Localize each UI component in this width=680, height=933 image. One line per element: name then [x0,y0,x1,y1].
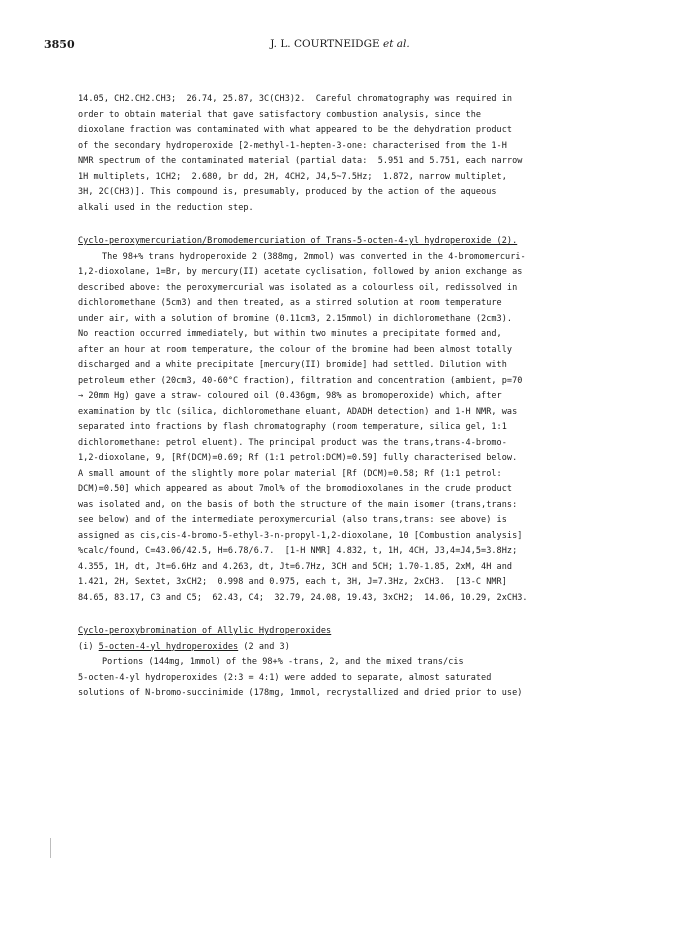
text-line: 14.05, CH2.CH2.CH3; 26.74, 25.87, 3C(CH3)2. Careful chromatography was required in [78,94,513,104]
text-line: 1.421, 2H, Sextet, 3xCH2; 0.998 and 0.975, each t, 3H, J=7.3Hz, 2xCH3. [13-C NMR] [78,577,507,587]
text-line: 3H, 2C(CH3)]. This compound is, presumably, produced by the action of the aqueous [78,187,497,197]
subsection-title: 5-octen-4-yl hydroperoxides [98,641,239,652]
text-line: 5-octen-4-yl hydroperoxides (2:3 = 4:1) were added to separate, almost saturated [78,672,492,683]
text-line: Portions (144mg, 1mmol) of the 98+% -trans, 2, and the mixed trans/cis [102,657,464,667]
author-names: J. L. COURTNEIDGE [270,38,380,50]
text-line: 1H multiplets, 1CH2; 2.680, br dd, 2H, 4CH2, J4,5~7.5Hz; 1.872, narrow multiplet, [78,171,507,182]
scan-margin-mark [50,838,51,858]
text-line: 84.65, 83.17, C3 and C5; 62.43, C4; 32.79, 24.08, 19.43, 3xCH2; 14.06, 10.29, 2xCH3. [78,592,528,603]
text-line: examination by tlc (silica, dichloromethane eluant, ADADH detection) and 1-H NMR, was [78,406,518,417]
text-line: dichloromethane: petrol eluent). The principal product was the trans,trans-4-bromo- [78,437,507,448]
text-line: separated into fractions by flash chromatography (room temperature, silica gel, 1:1 [78,422,507,432]
text-line: %calc/found, C=43.06/42.5, H=6.78/6.7. [1-H NMR] 4.832, t, 1H, 4CH, J3,4=J4,5=3.8Hz; [78,546,518,556]
text-line: solutions of N-bromo-succinimide (178mg, 1mmol, recrystallized and dried prior to use) [78,688,523,698]
text-line: discharged and a white precipitate [mercury(II) bromide] had settled. Dilution with [78,360,507,370]
text-line: NMR spectrum of the contaminated material (partial data: 5.951 and 5.751, each narrow [78,156,523,166]
subsection-tail: (2 and 3) [238,641,290,652]
text-line: see below) and of the intermediate peroxymercurial (also trans,trans: see above) is [78,515,507,525]
section-peroxymercuriation [78,234,608,606]
text-line: petroleum ether (20cm3, 40-60°C fraction), filtration and concentration (ambient, p=70 [78,375,523,386]
text-line: The 98+% trans hydroperoxide 2 (388mg, 2mmol) was converted in the 4-bromomercuri- [102,251,526,262]
text-line: dichloromethane (5cm3) and then treated, as a stirred solution at room temperature [78,298,502,308]
text-line: alkali used in the reduction step. [78,202,254,213]
text-line: dioxolane fraction was contaminated with what appeared to be the dehydration product [78,125,513,135]
text-line: No reaction occurred immediately, but within two minutes a precipitate formed and, [78,329,502,339]
text-line: 1,2-dioxolane, 1=Br, by mercury(II) acetate cyclisation, followed by anion exchange as [78,267,523,277]
section-heading: Cyclo-peroxymercuriation/Bromodemercuriation of Trans-5-octen-4-yl hydroperoxide (2). [78,236,518,246]
text-line: 1,2-dioxolane, 9, [Rf(DCM)=0.69; Rf (1:1 petrol:DCM)=0.59] fully characterised below. [78,453,518,463]
text-line: DCM)=0.50] which appeared as about 7mol% of the bromodioxolanes in the crude product [78,484,513,494]
text-line: 4.355, 1H, dt, Jt=6.6Hz and 4.263, dt, Jt=6.7Hz, 3CH and 5CH; 1.70-1.85, 2xM, 4H and [78,561,513,572]
text-line: after an hour at room temperature, the colour of the bromine had been almost totally [78,344,513,355]
text-line: under air, with a solution of bromine (0.11cm3, 2.15mmol) in dichloromethane (2cm3). [78,313,513,324]
text-line: described above: the peroxymercurial was isolated as a colourless oil, redissolved in [78,282,518,293]
text-line: order to obtain material that gave satisfactory combustion analysis, since the [78,109,482,120]
text-line: was isolated and, on the basis of both the structure of the main isomer (trans,trans: [78,499,518,510]
subsection-heading [78,640,608,656]
running-header [0,38,680,50]
subsection-label: (i) [78,641,99,652]
text-line: assigned as cis,cis-4-bromo-5-ethyl-3-n-propyl-1,2-dioxolane, 10 [Combustion analysis] [78,530,523,541]
text-line: of the secondary hydroperoxide [2-methyl-1-hepten-3-one: characterised from the 1-H [78,140,507,151]
section-peroxybromination [78,624,608,702]
section-heading: Cyclo-peroxybromination of Allylic Hydroperoxides [78,626,332,636]
et-al: et al. [383,38,410,50]
page-number: 3850 [44,38,75,51]
text-line: A small amount of the slightly more polar material [Rf (DCM)=0.58; Rf (1:1 petrol: [78,468,502,479]
paragraph-continued [78,92,608,216]
text-line: → 20mm Hg) gave a straw- coloured oil (0.436gm, 98% as bromoperoxide) which, after [78,391,502,401]
page-body [78,92,608,702]
